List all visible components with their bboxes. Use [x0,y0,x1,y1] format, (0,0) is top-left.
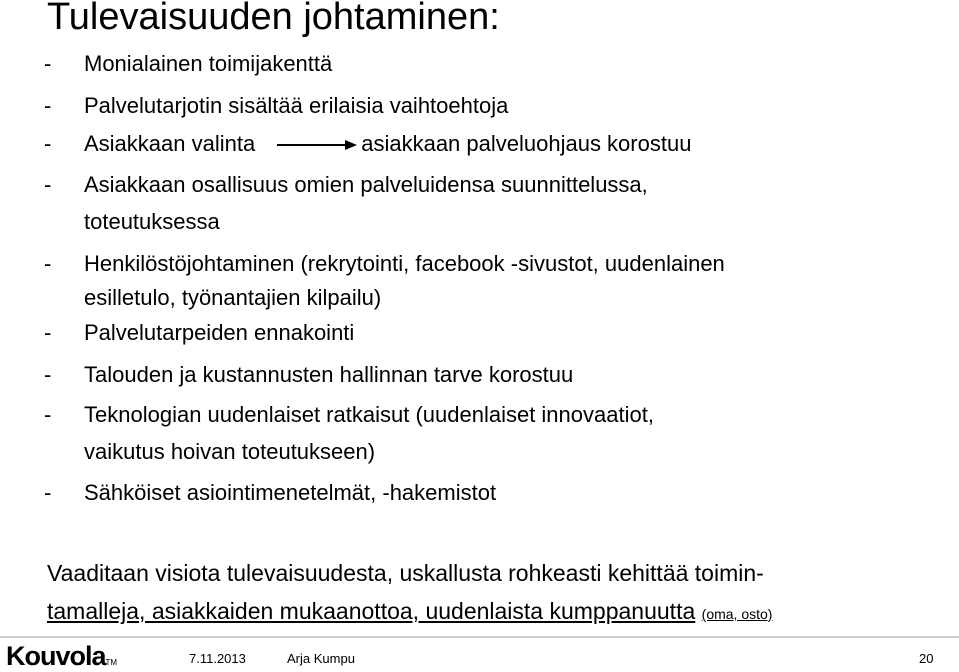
bullet-2: - Palvelutarjotin sisältää erilaisia vaihtoehtoja [44,93,509,118]
footer-author: Arja Kumpu [287,651,355,666]
bullet-9: - Sähköiset asiointimenetelmät, -hakemistot [44,480,497,505]
footer-divider [0,636,959,638]
bullet-8: - Teknologian uudenlaiset ratkaisut (uudenlaiset innovaatiot, [44,402,654,427]
bullet-4-continuation: toteutuksessa [84,209,220,234]
closing-line-1: Vaaditaan visiota tulevaisuudesta, uskallusta rohkeasti kehittää toimin- [47,560,764,586]
bullet-5: - Henkilöstöjohtaminen (rekrytointi, facebook -sivustot, uudenlainen [44,251,725,276]
right-arrow-icon [277,138,357,152]
bullet-8-continuation: vaikutus hoivan toteutukseen) [84,439,376,464]
bullet-6: - Palvelutarpeiden ennakointi [44,320,355,345]
closing-line-2 [47,597,772,628]
bullet-1: - Monialainen toimijakenttä [44,51,333,76]
closing-line-2-text: tamalleja, asiakkaiden mukaanottoa, uudenlaista kumppanuutta [47,598,696,624]
bullet-5-continuation: esilletulo, työnantajien kilpailu) [84,285,382,310]
kouvola-logo: KouvolaTM [6,641,118,671]
closing-line-2-note: (oma, osto) [701,606,773,622]
bullet-3: - Asiakkaan valinta asiakkaan palveluohjaus korostuu [44,131,692,156]
slide-title: Tulevaisuuden johtaminen: [47,0,500,38]
bullet-7: - Talouden ja kustannusten hallinnan tarve korostuu [44,362,574,387]
footer-date: 7.11.2013 [189,651,246,666]
page-number: 20 [919,651,934,666]
bullet-4: - Asiakkaan osallisuus omien palveluidensa suunnittelussa, [44,172,648,197]
